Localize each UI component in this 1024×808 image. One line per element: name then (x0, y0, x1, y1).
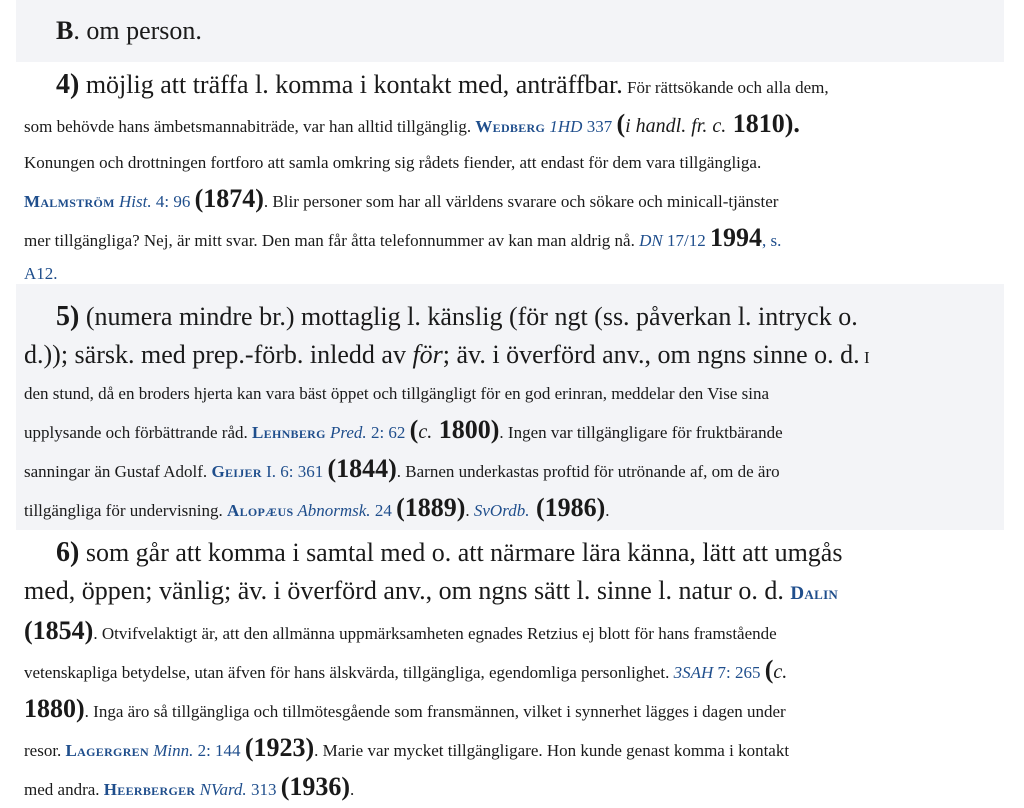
date-note: i handl. fr. c. (625, 115, 727, 137)
sense-5-quote: tillgängliga för undervisning. (24, 501, 228, 520)
sense-6-quote: . Otvifvelaktigt är, att den allmänna uppmärksamheten egnades Retzius ej blott för hans framstående (93, 624, 777, 643)
separator: . (350, 780, 355, 799)
page-ref[interactable]: I. 6: 361 (261, 462, 328, 481)
year: (1889) (396, 493, 466, 522)
year: (1844) (327, 454, 397, 483)
author-link[interactable]: Wedberg (475, 117, 546, 136)
year: 1880 (24, 694, 76, 723)
source-link[interactable]: Pred. (325, 423, 367, 442)
sense-6-quote: med andra. (24, 780, 104, 799)
sense-6-number: 6) (56, 537, 80, 568)
sense-4-quote: mer tillgängliga? Nej, är mitt svar. Den man får åtta telefonnummer av kan man aldrig nå. (24, 231, 640, 250)
sense-5-definition: ; äv. i överförd anv., om ngns sinne o. d. (442, 340, 860, 369)
author-link[interactable]: Lagergren (65, 741, 149, 760)
sense-4 (16, 62, 1004, 284)
year: 1800 (432, 415, 491, 444)
paren: ). (784, 109, 800, 138)
page-ref[interactable]: 313 (246, 780, 281, 799)
section-b (16, 0, 1004, 62)
author-link[interactable]: Geijer (211, 462, 262, 481)
sense-5-definition: d.)); särsk. med prep.-förb. inledd av (24, 340, 413, 369)
sense-4-number: 4) (56, 69, 80, 100)
sense-6-definition: med, öppen; vänlig; äv. i överförd anv., om ngns sätt l. sinne l. natur o. d. (24, 576, 791, 605)
sense-6-quote: resor. (24, 741, 66, 760)
source-link[interactable]: DN (639, 231, 663, 250)
source-link[interactable]: NVard. (195, 780, 247, 799)
sense-4-definition: möjlig att träffa l. komma i kontakt med, anträffbar. (79, 70, 623, 99)
separator: . (465, 501, 474, 520)
source-link[interactable]: 3SAH (673, 663, 714, 682)
sense-5-quote: . Barnen underkastas proftid för utrönande af, om de äro (396, 462, 780, 481)
year: (1936) (280, 772, 351, 801)
date-note: c. (418, 421, 433, 443)
page-ref[interactable]: , s. (761, 231, 782, 250)
sense-5 (16, 284, 1004, 530)
sense-5-definition: (numera mindre br.) mottaglig l. känslig (för ngt (ss. påverkan l. intryck o. (79, 302, 858, 331)
sense-5-quote: upplysande och förbättrande råd. (24, 423, 252, 442)
section-b-letter: B (56, 16, 74, 45)
sense-4-quote: För rättsökande och alla dem, (622, 78, 829, 97)
source-link[interactable]: SvOrdb. (473, 501, 530, 520)
sense-6-quote: . Inga äro så tillgängliga och tillmötesgående som fransmännen, vilket i synnerhet lägges i dagen under (84, 702, 786, 721)
paren: ) (490, 415, 500, 444)
page-ref[interactable]: 17/12 (662, 231, 710, 250)
page-ref[interactable]: 24 (370, 501, 397, 520)
author-link[interactable]: Malmström (24, 192, 115, 211)
source-link[interactable]: Abnormsk. (293, 501, 371, 520)
author-link[interactable]: Heerberger (103, 780, 196, 799)
page-ref[interactable]: 337 (582, 117, 617, 136)
page-ref[interactable]: A12. (24, 264, 58, 283)
sense-6 (16, 530, 1004, 808)
year: 1810 (726, 109, 785, 138)
sense-5-quote: sanningar än Gustaf Adolf. (24, 462, 212, 481)
year: (1986) (529, 493, 606, 522)
page-ref[interactable]: 4: 96 (151, 192, 195, 211)
year: (1923) (244, 733, 315, 762)
page-ref[interactable]: 2: 144 (193, 741, 245, 760)
paren: ( (764, 655, 774, 684)
author-link[interactable]: Lehnberg (252, 423, 326, 442)
sense-4-quote: . Blir personer som har all världens svarare och sökare och minicall-tjänster (263, 192, 779, 211)
sense-6-quote: vetenskapliga betydelse, utan äfven för hans älskvärda, tillgängliga, egendomliga personlighet. (24, 663, 674, 682)
sense-5-number: 5) (56, 301, 80, 332)
paren: ( (616, 109, 626, 138)
sense-4-quote: som behövde hans ämbetsmannabiträde, var han alltid tillgänglig. (24, 117, 476, 136)
page-ref[interactable]: 2: 62 (366, 423, 410, 442)
sense-5-quote: I (859, 348, 870, 367)
sense-6-quote: . Marie var mycket tillgängligare. Hon kunde genast komma i kontakt (314, 741, 790, 760)
year: (1874) (194, 184, 264, 213)
page-ref[interactable]: 7: 265 (713, 663, 765, 682)
sense-5-quote: . Ingen var tillgängligare för fruktbärande (499, 423, 783, 442)
year: (1854) (24, 616, 94, 645)
year: 1994 (709, 223, 762, 252)
source-link[interactable]: Hist. (114, 192, 152, 211)
source-link[interactable]: Minn. (148, 741, 194, 760)
sense-5-definition: för (412, 340, 443, 369)
date-note: c. (773, 661, 788, 683)
section-b-text: . om person. (73, 16, 202, 45)
sense-4-quote: Konungen och drottningen fortforo att samla omkring sig rådets fiender, att endast för dem vara tillgängliga. (24, 153, 762, 172)
paren: ( (409, 415, 419, 444)
author-link[interactable]: Dalin (790, 583, 839, 604)
sense-5-quote: den stund, då en broders hjerta kan vara bäst öppet och tillgängligt för en god erinran, meddelar den Vise sina (24, 384, 770, 403)
paren: ) (76, 694, 85, 723)
sense-6-definition: som går att komma i samtal med o. att närmare lära känna, lätt att umgås (79, 538, 843, 567)
source-link[interactable]: 1HD (549, 117, 583, 136)
separator: . (605, 501, 610, 520)
author-link[interactable]: Alopæus (227, 501, 294, 520)
